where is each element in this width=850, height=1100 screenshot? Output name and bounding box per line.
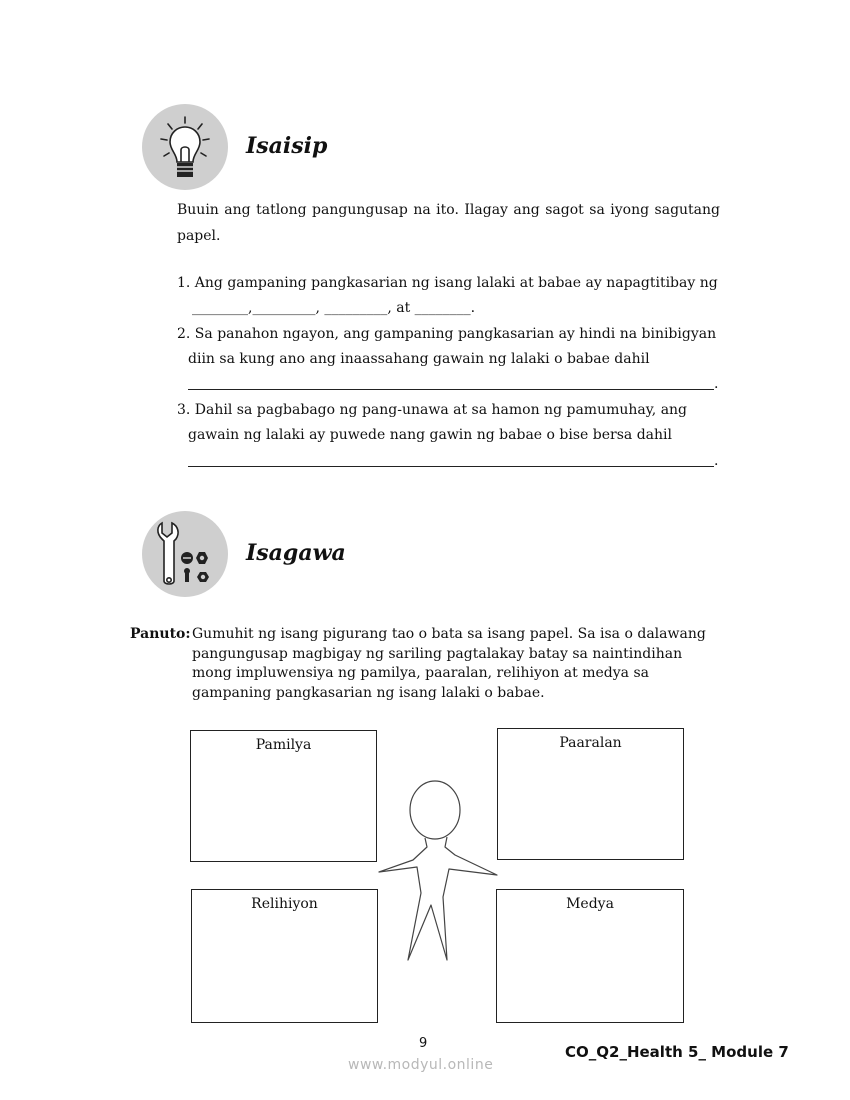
question-3-period: . bbox=[714, 453, 719, 469]
tools-icon bbox=[142, 511, 228, 597]
question-2-line2: diin sa kung ano ang inaassahang gawain ng lalaki o babae dahil bbox=[188, 351, 650, 367]
question-3-line1: 3. Dahil sa pagbabago ng pang-unawa at sa hamon ng pamumuhay, ang bbox=[177, 402, 688, 418]
question-1-blanks: ________,_________, _________, at ________. bbox=[192, 300, 476, 316]
tools-icon-circle bbox=[142, 511, 228, 597]
paaralan-label: Paaralan bbox=[559, 735, 622, 751]
panuto-line: pangungusap magbigay ng sariling pagtalakay batay sa naintindihan bbox=[192, 645, 683, 662]
panuto-label: Panuto: bbox=[130, 626, 191, 642]
panuto-line: mong impluwensiya ng pamilya, paaralan, relihiyon at medya sa bbox=[192, 665, 649, 681]
module-code: CO_Q2_Health 5_ Module 7 bbox=[565, 1043, 789, 1061]
paaralan-box[interactable] bbox=[497, 728, 684, 860]
panuto-text bbox=[192, 625, 732, 703]
question-3-line2: gawain ng lalaki ay puwede nang gawin ng babae o bise bersa dahil bbox=[188, 427, 672, 443]
pamilya-box[interactable] bbox=[190, 730, 377, 862]
human-figure-drawing bbox=[375, 775, 500, 965]
pamilya-label: Pamilya bbox=[255, 737, 312, 753]
isaisip-instruction-line1: Buuin ang tatlong pangungusap na ito. Ilagay ang sagot sa iyong sagutang bbox=[177, 202, 720, 218]
lightbulb-icon-circle bbox=[142, 104, 228, 190]
page-number: 9 bbox=[419, 1036, 428, 1051]
question-1-line1: 1. Ang gampaning pangkasarian ng isang lalaki at babae ay napagtitibay ng bbox=[177, 275, 718, 291]
question-2-line1: 2. Sa panahon ngayon, ang gampaning pangkasarian ay hindi na binibigyan bbox=[177, 326, 717, 342]
medya-box[interactable] bbox=[496, 889, 684, 1023]
lightbulb-icon bbox=[142, 104, 228, 190]
medya-label: Medya bbox=[566, 896, 614, 912]
panuto-line: Gumuhit ng isang pigurang tao o bata sa isang papel. Sa isa o dalawang bbox=[192, 626, 706, 642]
relihiyon-label: Relihiyon bbox=[251, 896, 318, 912]
isaisip-instruction-line2: papel. bbox=[177, 228, 221, 244]
question-2-period: . bbox=[714, 376, 719, 392]
watermark: www.modyul.online bbox=[348, 1057, 494, 1073]
question-3-answer-line bbox=[188, 466, 714, 467]
relihiyon-box[interactable] bbox=[191, 889, 378, 1023]
question-2-answer-line bbox=[188, 389, 714, 390]
isagawa-title: Isagawa bbox=[246, 540, 346, 566]
isaisip-title: Isaisip bbox=[246, 133, 328, 159]
panuto-line: gampaning pangkasarian ng isang lalaki o babae. bbox=[192, 684, 545, 701]
